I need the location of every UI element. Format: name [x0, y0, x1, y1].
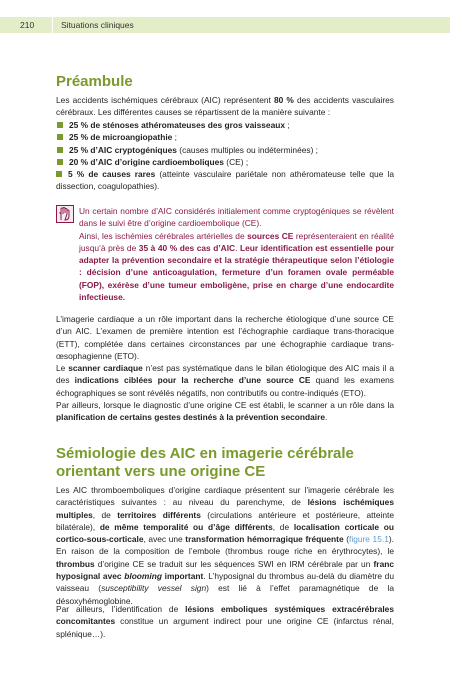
- square-bullet-icon: [57, 159, 63, 165]
- callout-note: Un certain nombre d’AIC considérés initialement comme cryptogéniques se révèlent dans le suivi être d’origine cardioembolique (CE). Ainsi, les ischémies cérébrales artérielles de sources CE représenteraient en réalité jusqu’à près de 35 à 40 % des cas d’AIC. Leur identification est essentielle pour adapter la prévention secondaire et la stratégie thérapeutique selon l’étiologie : décision d’une anticoagulation, fermeture d’un foramen ovale perméable (FOP), exérèse d’une tumeur emboligène, prise en charge d’une endocardite infectieuse.: [79, 206, 394, 303]
- section-title-preambule: Préambule: [56, 73, 133, 90]
- cause-list: [56, 119, 394, 193]
- section-title-semiologie: Sémiologie des AIC en imagerie cérébrale orientant vers une origine CE: [56, 445, 354, 480]
- paragraph-planification: Par ailleurs, lorsque le diagnostic d’une origine CE est établi, le scanner a un rôle dans la planification de certains gestes destinés à la prévention secondaire.: [56, 400, 394, 423]
- paragraph-imaging: L’imagerie cardiaque a un rôle important dans la recherche étiologique d’une source CE d’un AIC. L’examen de première intention est l’échographie cardiaque trans-thoracique (ETT), complétée dans certaines circonstances par une échographie cardiaque trans-œsophagienne (ETO).: [56, 314, 394, 361]
- intro-paragraph: Les accidents ischémiques cérébraux (AIC) représentent 80 % des accidents vasculaires cérébraux. Les différentes causes se répartissent de la manière suivante :: [56, 95, 394, 118]
- square-bullet-icon: [57, 134, 63, 140]
- running-title: Situations cliniques: [61, 20, 134, 30]
- paragraph-semiologie: Les AIC thromboemboliques d’origine cardiaque présentent sur l’imagerie cérébrale les caractéristiques suivantes : au niveau du parenchyme, de lésions ischémiques multiples, de territoires différents (circulations antérieure et postérieure, atteinte bilatérale), de même temporalité ou d’âge différents, de localisation corticale ou cortico-sous-corticale, avec une transformation hémorragique fréquente (figure 15.1). En raison de la composition de l’embole (thrombus rouge riche en érythrocytes), le thrombus d’origine CE se traduit sur les séquences SWI en IRM cérébrale par un franc hyposignal avec blooming important. L’hyposignal du thrombus au-delà du diamètre du vaisseau (susceptibility vessel sign) est lié à l’effet paramagnétique de la désoxyhémoglobine.: [56, 485, 394, 606]
- list-item: 25 % de microangiopathie ;: [56, 131, 394, 143]
- list-item: 25 % de sténoses athéromateuses des gros vaisseaux ;: [56, 119, 394, 131]
- paragraph-extracerebral: Par ailleurs, l’identification de lésions emboliques systémiques extracérébrales concomitantes constitue un argument indirect pour une origine CE (infarctus rénal, splénique…).: [56, 604, 394, 639]
- square-bullet-icon: [57, 122, 63, 128]
- running-header: [0, 17, 450, 33]
- paragraph-scanner: Le scanner cardiaque n’est pas systématique dans le bilan étiologique des AIC mais il a des indications ciblées pour la recherche d’une source CE quand les examens échographiques se sont révélés négatifs, non contributifs ou contre-indiqués (ETO).: [56, 363, 394, 398]
- list-item: 25 % d’AIC cryptogéniques (causes multiples ou indéterminées) ;: [56, 144, 394, 156]
- figure-link[interactable]: figure 15.1: [349, 534, 389, 545]
- hand-pointing-icon: [56, 205, 74, 223]
- list-item: 5 % de causes rares (atteinte vasculaire pariétale non athéromateuse telle que la dissection, coagulopathies).: [56, 169, 394, 192]
- page-number: 210: [20, 20, 35, 30]
- header-divider: [52, 17, 53, 33]
- square-bullet-icon: [57, 147, 63, 153]
- list-item: 20 % d’AIC d’origine cardioemboliques (CE) ;: [56, 156, 394, 168]
- square-bullet-icon: [56, 171, 62, 177]
